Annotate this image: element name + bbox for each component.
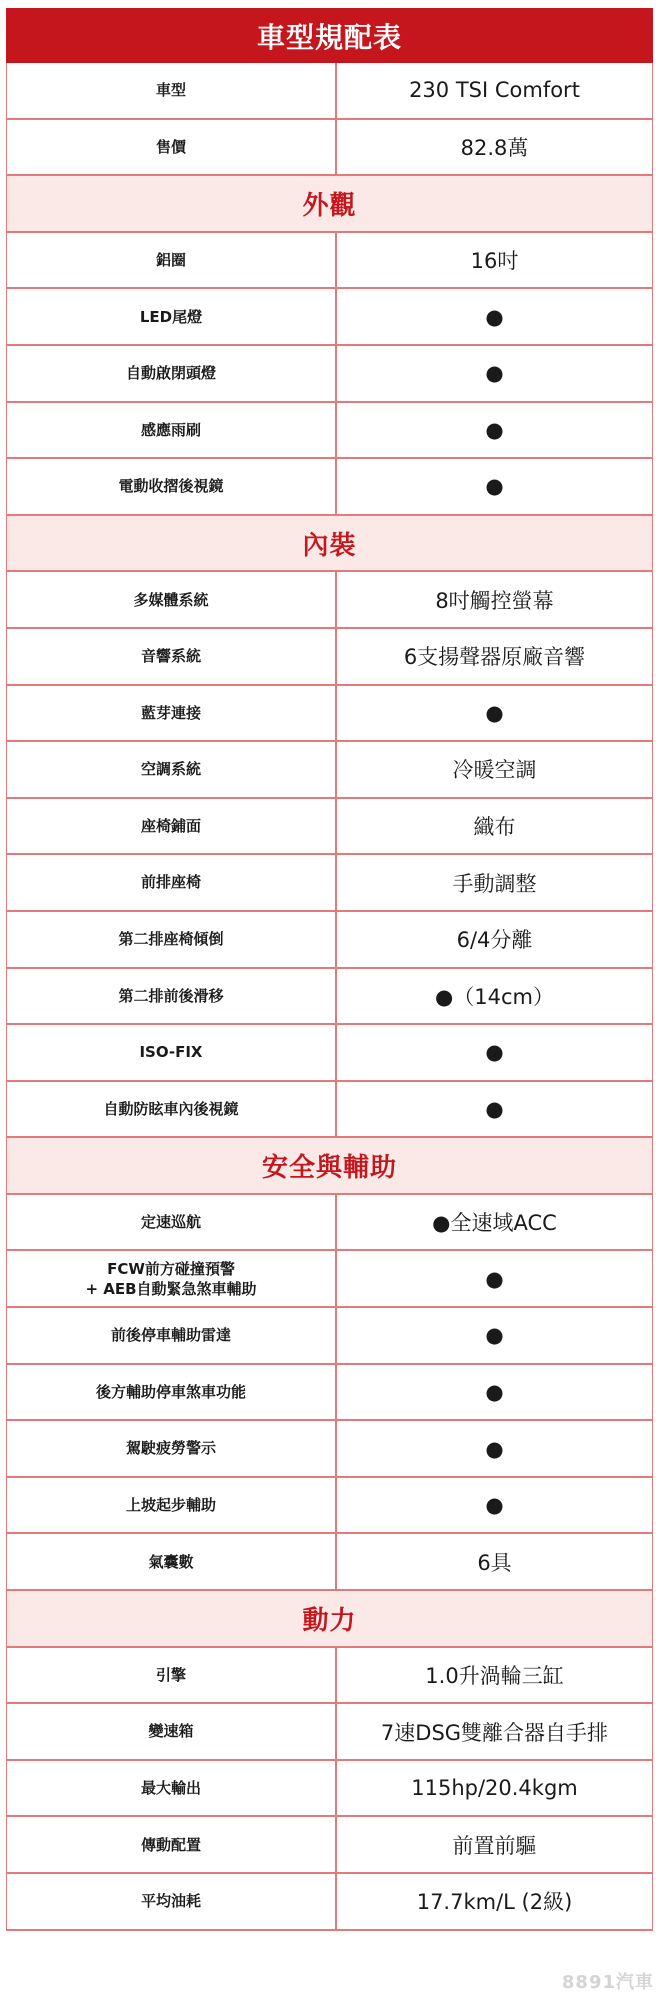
row-value: ● <box>485 1323 504 1348</box>
table-row <box>7 403 652 460</box>
row-value: ● <box>485 304 504 329</box>
table-row <box>7 1534 652 1591</box>
table-row <box>7 289 652 346</box>
table-row <box>7 1025 652 1082</box>
row-value: ● <box>485 1436 504 1461</box>
row-label: 定速巡航 <box>7 1195 337 1250</box>
page-title: 車型規配表 <box>6 8 653 63</box>
row-label: 藍芽連接 <box>7 686 337 741</box>
row-value: ● <box>485 1266 504 1291</box>
table-row <box>7 572 652 629</box>
row-value: 織布 <box>473 815 516 840</box>
row-label: 感應雨刷 <box>7 403 337 458</box>
row-label: 空調系統 <box>7 742 337 797</box>
table-row <box>7 1365 652 1422</box>
row-value: ● <box>485 1040 504 1065</box>
row-label: 第二排前後滑移 <box>7 969 337 1024</box>
row-value: 230 TSI Comfort <box>409 78 580 103</box>
table-row <box>7 1251 652 1308</box>
row-value: 16吋 <box>470 249 519 274</box>
section-heading-safety: 安全與輔助 <box>7 1138 652 1195</box>
table-row <box>7 63 652 120</box>
section-heading-exterior: 外觀 <box>7 176 652 233</box>
row-value: 手動調整 <box>452 871 537 896</box>
row-value: ● <box>485 361 504 386</box>
table-row <box>7 629 652 686</box>
table-row <box>7 1421 652 1478</box>
row-label: 傳動配置 <box>7 1817 337 1872</box>
row-value: 前置前驅 <box>452 1833 537 1858</box>
row-label: 變速箱 <box>7 1704 337 1759</box>
table-row <box>7 742 652 799</box>
row-value: 115hp/20.4kgm <box>411 1776 578 1801</box>
row-label: 座椅鋪面 <box>7 799 337 854</box>
row-label: 音響系統 <box>7 629 337 684</box>
row-label: 氣囊數 <box>7 1534 337 1589</box>
row-label: 自動防眩車內後視鏡 <box>7 1082 337 1137</box>
row-value: ● <box>485 700 504 725</box>
row-label: 平均油耗 <box>7 1874 337 1929</box>
row-value: 6具 <box>477 1550 512 1575</box>
table-row <box>7 1817 652 1874</box>
table-row <box>7 1704 652 1761</box>
row-value: 1.0升渦輪三缸 <box>425 1663 564 1688</box>
row-label: FCW前方碰撞預警 + AEB自動緊急煞車輔助 <box>7 1251 337 1306</box>
table-row <box>7 912 652 969</box>
table-row <box>7 233 652 290</box>
row-value: ●（14cm） <box>434 984 555 1009</box>
table-row <box>7 1082 652 1139</box>
row-value: 8吋觸控螢幕 <box>435 588 554 613</box>
site-watermark: 8891汽車 <box>561 1972 654 1993</box>
row-label: 鋁圈 <box>7 233 337 288</box>
row-value: ● <box>485 1379 504 1404</box>
row-value: 82.8萬 <box>460 135 529 160</box>
row-label: 多媒體系統 <box>7 572 337 627</box>
table-row <box>7 459 652 516</box>
row-label: 第二排座椅傾倒 <box>7 912 337 967</box>
row-label: 前排座椅 <box>7 855 337 910</box>
row-label: 後方輔助停車煞車功能 <box>7 1365 337 1420</box>
row-value: ● <box>485 417 504 442</box>
row-value: 6支揚聲器原廠音響 <box>403 645 586 670</box>
row-value: ●全速域ACC <box>432 1211 557 1236</box>
row-value: ● <box>485 474 504 499</box>
table-row <box>7 1648 652 1705</box>
row-value: 7速DSG雙離合器自手排 <box>380 1720 609 1745</box>
table-row <box>7 686 652 743</box>
table-row <box>7 120 652 177</box>
table-row <box>7 1195 652 1252</box>
table-row <box>7 1308 652 1365</box>
table-row <box>7 855 652 912</box>
table-row <box>7 1874 652 1931</box>
row-value: ● <box>485 1493 504 1518</box>
row-label: 引擎 <box>7 1648 337 1703</box>
row-label: ISO-FIX <box>7 1025 337 1080</box>
table-row <box>7 1761 652 1818</box>
row-label: 駕駛疲勞警示 <box>7 1421 337 1476</box>
spec-sheet <box>6 8 653 1931</box>
row-label: 售價 <box>7 120 337 175</box>
row-value: ● <box>485 1096 504 1121</box>
table-row <box>7 1478 652 1535</box>
spec-table <box>6 63 653 1931</box>
table-row <box>7 799 652 856</box>
section-heading-powertrain: 動力 <box>7 1591 652 1648</box>
row-label: 上坡起步輔助 <box>7 1478 337 1533</box>
row-value: 6/4分離 <box>456 928 533 953</box>
row-value: 17.7km/L (2級) <box>416 1890 573 1915</box>
row-label: LED尾燈 <box>7 289 337 344</box>
table-row <box>7 969 652 1026</box>
row-label: 自動啟閉頭燈 <box>7 346 337 401</box>
table-row <box>7 346 652 403</box>
section-heading-interior: 內裝 <box>7 516 652 573</box>
row-label: 車型 <box>7 63 337 118</box>
row-label: 最大輸出 <box>7 1761 337 1816</box>
row-label: 前後停車輔助雷達 <box>7 1308 337 1363</box>
row-value: 冷暖空調 <box>452 758 537 783</box>
row-label: 電動收摺後視鏡 <box>7 459 337 514</box>
